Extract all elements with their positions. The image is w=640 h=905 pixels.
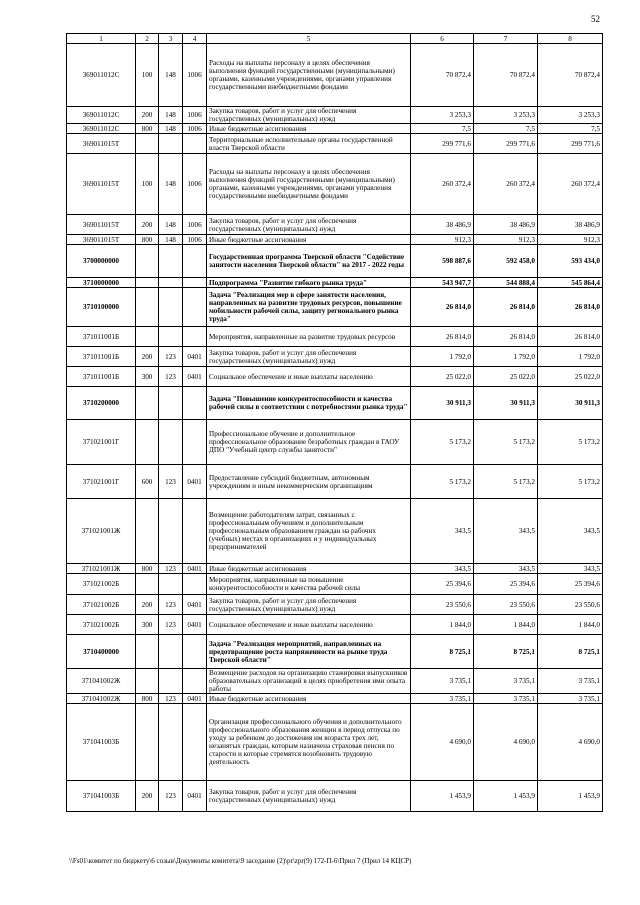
amount-year2-cell: 4 690,0: [474, 704, 538, 781]
amount-year3-cell: 26 814,0: [538, 327, 603, 347]
header-cell: 5: [207, 34, 411, 44]
table-row: [67, 574, 603, 595]
amount-year2-cell: 38 486,9: [474, 215, 538, 235]
kcsr-code-cell: 371021002Б: [67, 595, 136, 615]
description-cell: Подпрограмма "Развитие гибкого рынка труда": [207, 278, 411, 288]
table-row: [67, 499, 603, 564]
amount-year1-cell: 26 814,0: [411, 327, 474, 347]
ministry-code-cell: [159, 420, 183, 465]
description-cell: Закупка товаров, работ и услуг для обеспечения государственных (муниципальных) нужд: [207, 215, 411, 235]
section-code-cell: 0401: [183, 367, 207, 387]
kcsr-code-cell: 3710000000: [67, 278, 136, 288]
amount-year2-cell: 3 735,1: [474, 669, 538, 694]
ministry-code-cell: [159, 669, 183, 694]
description-cell: Закупка товаров, работ и услуг для обеспечения государственных (муниципальных) нужд: [207, 107, 411, 124]
expense-type-cell: [136, 420, 159, 465]
file-path-footer: \\Fs01\комитет по бюджету\6 созыв\Документы комитета\9 заседание (2)\pr\zpr(9) 172-П-6\Прил 7 (Прил 14 КЦСР): [69, 857, 412, 865]
kcsr-code-cell: 371021002Б: [67, 615, 136, 635]
amount-year1-cell: 1 844,0: [411, 615, 474, 635]
page-number: 52: [591, 14, 600, 24]
ministry-code-cell: 123: [159, 595, 183, 615]
amount-year2-cell: 5 173,2: [474, 465, 538, 499]
kcsr-code-cell: 369011015Т: [67, 154, 136, 215]
amount-year1-cell: 26 814,0: [411, 288, 474, 327]
description-cell: Профессиональное обучение и дополнительное профессиональное образование безработных граждан в ГАОУ ДПО "Учебный центр службы занятости": [207, 420, 411, 465]
ministry-code-cell: 123: [159, 615, 183, 635]
amount-year2-cell: 70 872,4: [474, 44, 538, 107]
expense-type-cell: [136, 669, 159, 694]
ministry-code-cell: 148: [159, 235, 183, 245]
table-row: [67, 288, 603, 327]
table-row: [67, 781, 603, 812]
expense-type-cell: 300: [136, 367, 159, 387]
section-code-cell: [183, 327, 207, 347]
ministry-code-cell: [159, 635, 183, 669]
kcsr-code-cell: 371011001Б: [67, 347, 136, 367]
amount-year1-cell: 25 394,6: [411, 574, 474, 595]
amount-year1-cell: 912,3: [411, 235, 474, 245]
header-cell: 8: [538, 34, 603, 44]
ministry-code-cell: 123: [159, 367, 183, 387]
amount-year2-cell: 1 453,9: [474, 781, 538, 812]
amount-year2-cell: 30 911,3: [474, 387, 538, 420]
amount-year3-cell: 70 872,4: [538, 44, 603, 107]
kcsr-code-cell: 371021001Ж: [67, 499, 136, 564]
kcsr-code-cell: 371041002Ж: [67, 694, 136, 704]
description-cell: Социальное обеспечение и иные выплаты населению: [207, 615, 411, 635]
header-cell: 3: [159, 34, 183, 44]
expense-type-cell: 800: [136, 124, 159, 134]
amount-year2-cell: 25 394,6: [474, 574, 538, 595]
table-row: [67, 245, 603, 278]
description-cell: Задача "Реализация мероприятий, направленных на предотвращение роста напряженности на рынке труда Тверской области": [207, 635, 411, 669]
table-row: [67, 154, 603, 215]
amount-year1-cell: 543 947,7: [411, 278, 474, 288]
table-row: [67, 669, 603, 694]
table-row: [67, 367, 603, 387]
expense-type-cell: [136, 278, 159, 288]
amount-year2-cell: 3 735,1: [474, 694, 538, 704]
amount-year3-cell: 299 771,6: [538, 134, 603, 154]
amount-year3-cell: 7,5: [538, 124, 603, 134]
section-code-cell: 1006: [183, 124, 207, 134]
description-cell: Возмещение расходов на организацию стажировки выпускников образовательных организаций в целях приобретения ими опыта работы: [207, 669, 411, 694]
description-cell: Иные бюджетные ассигнования: [207, 564, 411, 574]
amount-year3-cell: 5 173,2: [538, 420, 603, 465]
ministry-code-cell: 123: [159, 465, 183, 499]
ministry-code-cell: 123: [159, 694, 183, 704]
kcsr-code-cell: 3710400000: [67, 635, 136, 669]
section-code-cell: 1006: [183, 235, 207, 245]
kcsr-code-cell: 371011001Б: [67, 367, 136, 387]
ministry-code-cell: [159, 245, 183, 278]
section-code-cell: [183, 420, 207, 465]
section-code-cell: [183, 245, 207, 278]
table-row: [67, 124, 603, 134]
amount-year2-cell: 544 888,4: [474, 278, 538, 288]
amount-year1-cell: 598 887,6: [411, 245, 474, 278]
amount-year3-cell: 30 911,3: [538, 387, 603, 420]
kcsr-code-cell: 371021001Ж: [67, 564, 136, 574]
amount-year2-cell: 5 173,2: [474, 420, 538, 465]
table-row: [67, 347, 603, 367]
description-cell: Мероприятия, направленные на развитие трудовых ресурсов: [207, 327, 411, 347]
expense-type-cell: [136, 704, 159, 781]
amount-year1-cell: 70 872,4: [411, 44, 474, 107]
amount-year2-cell: 1 792,0: [474, 347, 538, 367]
amount-year3-cell: 25 022,0: [538, 367, 603, 387]
amount-year2-cell: 592 458,0: [474, 245, 538, 278]
amount-year3-cell: 23 550,6: [538, 595, 603, 615]
kcsr-code-cell: 369011012С: [67, 44, 136, 107]
section-code-cell: [183, 574, 207, 595]
kcsr-code-cell: 371021002Б: [67, 574, 136, 595]
table-row: [67, 635, 603, 669]
amount-year2-cell: 343,5: [474, 564, 538, 574]
expense-type-cell: 100: [136, 44, 159, 107]
amount-year1-cell: 25 022,0: [411, 367, 474, 387]
amount-year1-cell: 343,5: [411, 564, 474, 574]
expense-type-cell: 200: [136, 215, 159, 235]
description-cell: Иные бюджетные ассигнования: [207, 124, 411, 134]
amount-year2-cell: 260 372,4: [474, 154, 538, 215]
ministry-code-cell: 148: [159, 154, 183, 215]
expense-type-cell: [136, 288, 159, 327]
kcsr-code-cell: 371021001Г: [67, 465, 136, 499]
kcsr-code-cell: 371041002Ж: [67, 669, 136, 694]
ministry-code-cell: [159, 288, 183, 327]
amount-year2-cell: 23 550,6: [474, 595, 538, 615]
expense-type-cell: [136, 327, 159, 347]
description-cell: Предоставление субсидий бюджетным, автономным учреждениям и иным некоммерческим организациям: [207, 465, 411, 499]
amount-year3-cell: 343,5: [538, 564, 603, 574]
amount-year3-cell: 1 844,0: [538, 615, 603, 635]
expense-type-cell: [136, 574, 159, 595]
ministry-code-cell: [159, 387, 183, 420]
description-cell: Закупка товаров, работ и услуг для обеспечения государственных (муниципальных) нужд: [207, 347, 411, 367]
amount-year1-cell: 7,5: [411, 124, 474, 134]
ministry-code-cell: 148: [159, 124, 183, 134]
amount-year2-cell: 299 771,6: [474, 134, 538, 154]
kcsr-code-cell: 3710200000: [67, 387, 136, 420]
table-row: [67, 465, 603, 499]
table-row: [67, 235, 603, 245]
description-cell: Иные бюджетные ассигнования: [207, 235, 411, 245]
table-row: [67, 215, 603, 235]
amount-year3-cell: 3 735,1: [538, 694, 603, 704]
amount-year1-cell: 3 253,3: [411, 107, 474, 124]
section-code-cell: [183, 288, 207, 327]
ministry-code-cell: 148: [159, 215, 183, 235]
amount-year3-cell: 1 792,0: [538, 347, 603, 367]
section-code-cell: [183, 635, 207, 669]
description-cell: Закупка товаров, работ и услуг для обеспечения государственных (муниципальных) нужд: [207, 595, 411, 615]
expense-type-cell: 200: [136, 595, 159, 615]
table-row: [67, 420, 603, 465]
kcsr-code-cell: 369011015Т: [67, 215, 136, 235]
amount-year2-cell: 8 725,1: [474, 635, 538, 669]
expense-type-cell: 800: [136, 564, 159, 574]
amount-year3-cell: 4 690,0: [538, 704, 603, 781]
expense-type-cell: [136, 499, 159, 564]
section-code-cell: 0401: [183, 694, 207, 704]
kcsr-code-cell: 371041003Б: [67, 781, 136, 812]
table-row: [67, 595, 603, 615]
amount-year2-cell: 343,5: [474, 499, 538, 564]
kcsr-code-cell: 3710100000: [67, 288, 136, 327]
expense-type-cell: [136, 134, 159, 154]
ministry-code-cell: 123: [159, 347, 183, 367]
expense-type-cell: 100: [136, 154, 159, 215]
expense-type-cell: 200: [136, 781, 159, 812]
description-cell: Иные бюджетные ассигнования: [207, 694, 411, 704]
ministry-code-cell: [159, 327, 183, 347]
amount-year3-cell: 260 372,4: [538, 154, 603, 215]
section-code-cell: [183, 387, 207, 420]
amount-year2-cell: 1 844,0: [474, 615, 538, 635]
amount-year3-cell: 343,5: [538, 499, 603, 564]
amount-year3-cell: 545 864,4: [538, 278, 603, 288]
amount-year1-cell: 1 792,0: [411, 347, 474, 367]
amount-year1-cell: 3 735,1: [411, 694, 474, 704]
amount-year3-cell: 593 434,0: [538, 245, 603, 278]
section-code-cell: 0401: [183, 781, 207, 812]
section-code-cell: [183, 669, 207, 694]
kcsr-code-cell: 371041003Б: [67, 704, 136, 781]
kcsr-code-cell: 369011015Т: [67, 235, 136, 245]
description-cell: Социальное обеспечение и иные выплаты населению: [207, 367, 411, 387]
ministry-code-cell: [159, 134, 183, 154]
ministry-code-cell: [159, 499, 183, 564]
table-row: [67, 327, 603, 347]
description-cell: Закупка товаров, работ и услуг для обеспечения государственных (муниципальных) нужд: [207, 781, 411, 812]
header-cell: 1: [67, 34, 136, 44]
header-cell: 7: [474, 34, 538, 44]
amount-year3-cell: 3 735,1: [538, 669, 603, 694]
table-row: [67, 615, 603, 635]
ministry-code-cell: 123: [159, 564, 183, 574]
ministry-code-cell: 123: [159, 781, 183, 812]
expense-type-cell: [136, 245, 159, 278]
section-code-cell: 1006: [183, 215, 207, 235]
section-code-cell: [183, 134, 207, 154]
section-code-cell: 1006: [183, 154, 207, 215]
amount-year2-cell: 3 253,3: [474, 107, 538, 124]
description-cell: Организация профессионального обучения и дополнительного профессионального образования женщин в период отпуска по уходу за ребенком до достижения им возраста трех лет, незанятых граждан, которым назначена страховая пенсия по старости и которые стремятся возобновить трудовую деятельность: [207, 704, 411, 781]
table-row: [67, 387, 603, 420]
kcsr-code-cell: 369011012С: [67, 124, 136, 134]
amount-year1-cell: 260 372,4: [411, 154, 474, 215]
section-code-cell: 1006: [183, 107, 207, 124]
amount-year1-cell: 3 735,1: [411, 669, 474, 694]
header-cell: 4: [183, 34, 207, 44]
amount-year3-cell: 25 394,6: [538, 574, 603, 595]
description-cell: Государственная программа Тверской области "Содействие занятости населения Тверской области" на 2017 - 2022 годы: [207, 245, 411, 278]
table-row: [67, 44, 603, 107]
description-cell: Возмещение работодателям затрат, связанных с профессиональным обучением и дополнительным профессиональным образованием граждан на рабочих (учебных) местах в организациях и у индивидуальных предпринимателей: [207, 499, 411, 564]
header-cell: 6: [411, 34, 474, 44]
section-code-cell: 1006: [183, 44, 207, 107]
expense-type-cell: 600: [136, 465, 159, 499]
expense-type-cell: [136, 635, 159, 669]
description-cell: Мероприятия, направленные на повышение конкурентоспособности и качества рабочей силы: [207, 574, 411, 595]
amount-year1-cell: 1 453,9: [411, 781, 474, 812]
amount-year3-cell: 5 173,2: [538, 465, 603, 499]
amount-year2-cell: 912,3: [474, 235, 538, 245]
expense-type-cell: 200: [136, 347, 159, 367]
ministry-code-cell: 148: [159, 44, 183, 107]
amount-year3-cell: 912,3: [538, 235, 603, 245]
amount-year1-cell: 343,5: [411, 499, 474, 564]
description-cell: Территориальные исполнительные органы государственной власти Тверской области: [207, 134, 411, 154]
expense-type-cell: 200: [136, 107, 159, 124]
amount-year2-cell: 25 022,0: [474, 367, 538, 387]
section-code-cell: 0401: [183, 564, 207, 574]
amount-year3-cell: 26 814,0: [538, 288, 603, 327]
amount-year1-cell: 30 911,3: [411, 387, 474, 420]
section-code-cell: 0401: [183, 595, 207, 615]
table-row: [67, 694, 603, 704]
kcsr-code-cell: 369011015Т: [67, 134, 136, 154]
table-row: [67, 278, 603, 288]
expense-type-cell: 800: [136, 235, 159, 245]
amount-year1-cell: 299 771,6: [411, 134, 474, 154]
kcsr-code-cell: 369011012С: [67, 107, 136, 124]
header-cell: 2: [136, 34, 159, 44]
kcsr-code-cell: 371011001Б: [67, 327, 136, 347]
amount-year1-cell: 23 550,6: [411, 595, 474, 615]
amount-year2-cell: 26 814,0: [474, 288, 538, 327]
section-code-cell: [183, 704, 207, 781]
description-cell: Задача "Реализация мер в сфере занятости населения, направленных на развитие трудовых ресурсов, повышение мобильности рабочей силы, защиту регионального рынка труда": [207, 288, 411, 327]
ministry-code-cell: [159, 278, 183, 288]
kcsr-code-cell: 3700000000: [67, 245, 136, 278]
expense-type-cell: 800: [136, 694, 159, 704]
ministry-code-cell: [159, 704, 183, 781]
amount-year2-cell: 26 814,0: [474, 327, 538, 347]
amount-year2-cell: 7,5: [474, 124, 538, 134]
description-cell: Расходы на выплаты персоналу в целях обеспечения выполнения функций государственными (муниципальными) органами, казенными учреждениями, органами управления государственными внебюджетными фондами: [207, 44, 411, 107]
table-row: [67, 134, 603, 154]
section-code-cell: 0401: [183, 465, 207, 499]
expense-type-cell: [136, 387, 159, 420]
amount-year1-cell: 8 725,1: [411, 635, 474, 669]
description-cell: Расходы на выплаты персоналу в целях обеспечения выполнения функций государственными (муниципальными) органами, казенными учреждениями, органами управления государственными внебюджетными фондами: [207, 154, 411, 215]
ministry-code-cell: [159, 574, 183, 595]
description-cell: Задача "Повышение конкурентоспособности и качества рабочей силы в соответствии с потребностями рынка труда": [207, 387, 411, 420]
ministry-code-cell: 148: [159, 107, 183, 124]
table-row: [67, 107, 603, 124]
amount-year1-cell: 5 173,2: [411, 420, 474, 465]
table-body: [67, 44, 603, 812]
header-row: [67, 34, 603, 44]
amount-year1-cell: 4 690,0: [411, 704, 474, 781]
table-row: [67, 704, 603, 781]
section-code-cell: 0401: [183, 615, 207, 635]
expense-type-cell: 300: [136, 615, 159, 635]
amount-year3-cell: 3 253,3: [538, 107, 603, 124]
kcsr-code-cell: 371021001Г: [67, 420, 136, 465]
amount-year1-cell: 5 173,2: [411, 465, 474, 499]
section-code-cell: [183, 278, 207, 288]
amount-year1-cell: 38 486,9: [411, 215, 474, 235]
section-code-cell: 0401: [183, 347, 207, 367]
amount-year3-cell: 38 486,9: [538, 215, 603, 235]
amount-year3-cell: 8 725,1: [538, 635, 603, 669]
budget-table: [66, 33, 603, 812]
table-row: [67, 564, 603, 574]
amount-year3-cell: 1 453,9: [538, 781, 603, 812]
section-code-cell: [183, 499, 207, 564]
